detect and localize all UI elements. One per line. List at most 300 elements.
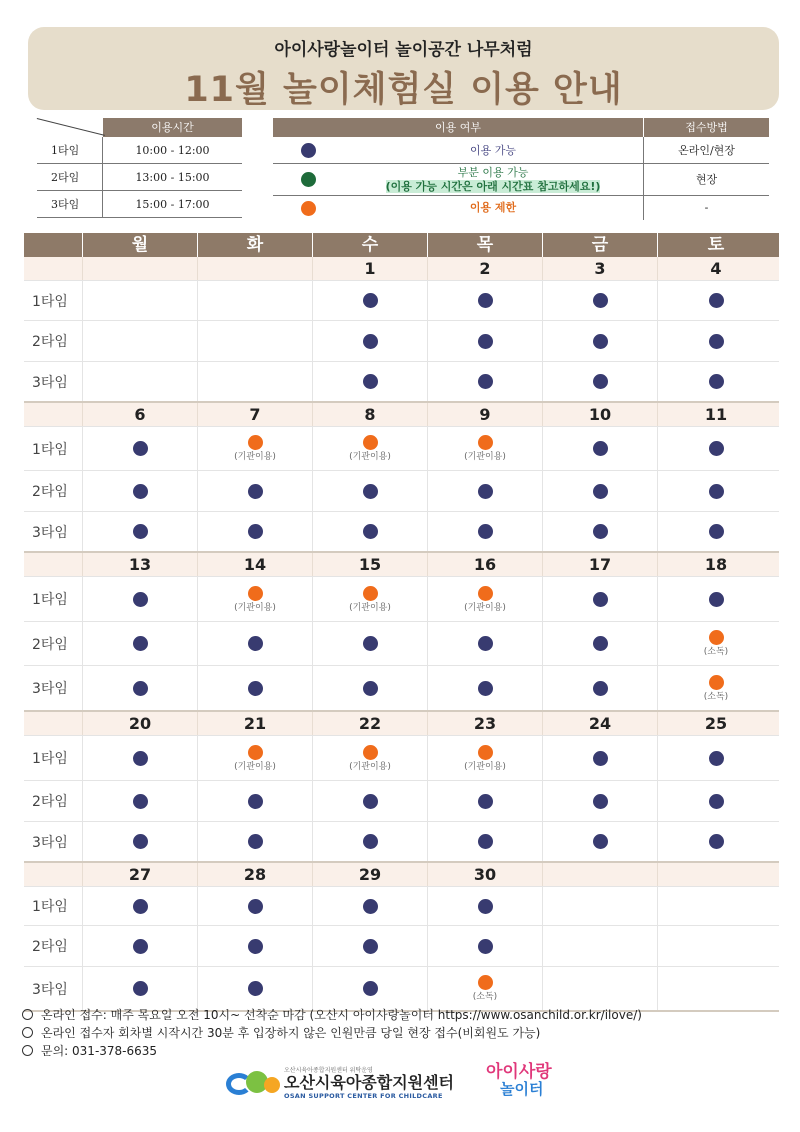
slot-cell[interactable] xyxy=(198,666,313,710)
center-logo-name: 오산시육아종합지원센터 xyxy=(284,1073,455,1092)
calendar xyxy=(24,233,779,1012)
date-row xyxy=(24,712,779,735)
day-header: 월 xyxy=(83,233,198,257)
slot-cell[interactable] xyxy=(658,362,774,401)
slot-cell[interactable] xyxy=(83,512,198,551)
slot-cell[interactable] xyxy=(83,622,198,665)
note-line xyxy=(22,1006,642,1024)
legend-partial-method: 현장 xyxy=(695,173,718,186)
available-dot-icon xyxy=(133,834,148,849)
available-dot-icon xyxy=(363,374,378,389)
date-cell: 4 xyxy=(710,259,722,278)
available-dot-icon xyxy=(709,524,724,539)
restricted-dot-icon xyxy=(248,745,263,760)
slot-cell xyxy=(658,926,774,966)
restricted-dot-icon xyxy=(363,586,378,601)
time-table-header xyxy=(37,118,242,137)
slot-cell[interactable] xyxy=(198,427,313,470)
available-dot-icon xyxy=(478,794,493,809)
slot-cell[interactable] xyxy=(313,622,428,665)
date-cell xyxy=(198,257,313,280)
available-dot-icon xyxy=(709,441,724,456)
slot-cell[interactable] xyxy=(428,577,543,621)
time-table xyxy=(37,118,242,218)
slot-cell[interactable] xyxy=(198,577,313,621)
note-line xyxy=(22,1024,642,1042)
slot-cell[interactable] xyxy=(313,666,428,710)
slot-cell[interactable] xyxy=(543,362,658,401)
calendar-week xyxy=(24,863,779,1012)
slot-cell[interactable] xyxy=(658,666,774,710)
slot-cell[interactable] xyxy=(428,926,543,966)
center-logo-english: OSAN SUPPORT CENTER FOR CHILDCARE xyxy=(284,1092,443,1100)
available-dot-icon xyxy=(593,441,608,456)
session-row-label: 2타임 xyxy=(24,321,83,361)
calendar-week xyxy=(24,403,779,553)
available-dot-icon xyxy=(133,681,148,696)
available-dot-icon xyxy=(478,334,493,349)
session-row-label: 3타임 xyxy=(24,362,83,401)
session-label: 1타임 xyxy=(37,137,103,163)
playground-logo-line1: 아이사랑 xyxy=(486,1062,552,1082)
center-logo-mark-icon xyxy=(226,1069,284,1097)
date-cell: 21 xyxy=(198,712,313,735)
slot-cell[interactable] xyxy=(428,967,543,1010)
date-cell: 22 xyxy=(313,712,428,735)
slot-cell[interactable] xyxy=(198,736,313,780)
slot-cell xyxy=(198,321,313,361)
slot-cell[interactable] xyxy=(313,887,428,925)
date-cell: 20 xyxy=(83,712,198,735)
slot-cell xyxy=(543,926,658,966)
session-row xyxy=(24,621,779,665)
slot-cell[interactable] xyxy=(313,321,428,361)
restricted-dot-icon xyxy=(478,745,493,760)
date-row-blank xyxy=(24,863,83,886)
restricted-dot-icon xyxy=(709,630,724,645)
available-dot-icon xyxy=(709,293,724,308)
available-dot-icon xyxy=(248,899,263,914)
day-header: 화 xyxy=(198,233,313,257)
date-row-blank xyxy=(24,257,83,280)
session-row xyxy=(24,821,779,861)
slot-cell[interactable] xyxy=(543,427,658,470)
session-row-label: 1타임 xyxy=(24,887,83,925)
date-cell: 29 xyxy=(313,863,428,886)
header-banner xyxy=(28,27,779,110)
date-cell: 17 xyxy=(543,553,658,576)
legend-partial-note: (이용 가능 시간은 아래 시간표 참고하세요!) xyxy=(385,180,601,193)
legend-header xyxy=(273,118,769,137)
slot-cell[interactable] xyxy=(83,577,198,621)
available-dot-icon xyxy=(593,636,608,651)
corner-cell xyxy=(37,118,103,137)
slot-cell xyxy=(198,281,313,320)
slot-cell[interactable] xyxy=(428,471,543,511)
available-dot-icon xyxy=(478,636,493,651)
legend-header-method: 접수방법 xyxy=(685,121,728,134)
available-dot-icon xyxy=(248,981,263,996)
available-dot-icon xyxy=(248,681,263,696)
slot-note: (소독) xyxy=(472,992,498,1002)
available-dot-icon xyxy=(363,939,378,954)
slot-cell[interactable] xyxy=(198,512,313,551)
session-row xyxy=(24,511,779,551)
center-logo-text xyxy=(284,1065,454,1100)
available-dot-icon xyxy=(593,834,608,849)
time-row xyxy=(37,164,242,191)
slot-cell[interactable] xyxy=(428,362,543,401)
slot-cell[interactable] xyxy=(313,512,428,551)
date-cell: 2 xyxy=(428,257,543,280)
legend-restricted-method: - xyxy=(704,201,709,214)
slot-cell[interactable] xyxy=(313,362,428,401)
available-dot-icon xyxy=(363,524,378,539)
date-cell: 9 xyxy=(428,403,543,426)
available-dot-icon xyxy=(478,834,493,849)
available-dot-icon xyxy=(593,681,608,696)
legend-table xyxy=(273,118,769,220)
available-dot-icon xyxy=(593,751,608,766)
note-text: 온라인 접수자 회차별 시작시간 30분 후 입장하지 않은 인원만큼 당일 현장 접수(비회원도 가능) xyxy=(41,1026,541,1040)
available-dot-icon xyxy=(593,794,608,809)
available-dot-icon xyxy=(709,592,724,607)
slot-cell[interactable] xyxy=(83,427,198,470)
session-row-label: 2타임 xyxy=(24,781,83,821)
slot-note: (기관이용) xyxy=(349,761,391,772)
legend-restricted-text: 이용 제한 xyxy=(343,196,644,220)
slot-cell[interactable] xyxy=(83,926,198,966)
available-dot-icon xyxy=(478,293,493,308)
available-dot-icon xyxy=(478,899,493,914)
available-dot-icon xyxy=(593,334,608,349)
slot-cell[interactable] xyxy=(313,822,428,861)
center-logo-small: 오산시육아종합지원센터 위탁운영 xyxy=(284,1067,373,1074)
slot-cell[interactable] xyxy=(658,471,774,511)
available-dot-icon xyxy=(363,681,378,696)
date-cell: 16 xyxy=(428,553,543,576)
available-dot-icon xyxy=(363,981,378,996)
slot-cell[interactable] xyxy=(543,321,658,361)
available-dot-icon xyxy=(363,834,378,849)
slot-cell[interactable] xyxy=(428,427,543,470)
session-row-label: 1타임 xyxy=(24,577,83,621)
slot-note: (소독) xyxy=(703,647,729,657)
available-dot-icon xyxy=(709,374,724,389)
date-cell: 15 xyxy=(313,553,428,576)
legend-available-method: 온라인/현장 xyxy=(678,144,735,157)
session-row xyxy=(24,361,779,401)
session-row-label: 3타임 xyxy=(24,666,83,710)
day-header: 수 xyxy=(313,233,428,257)
restricted-dot-icon xyxy=(301,201,316,216)
session-row-label: 1타임 xyxy=(24,736,83,780)
date-row xyxy=(24,863,779,886)
slot-cell[interactable] xyxy=(83,781,198,821)
available-dot-icon xyxy=(133,794,148,809)
date-cell: 1 xyxy=(313,257,428,280)
calendar-week xyxy=(24,257,779,403)
session-row-label: 1타임 xyxy=(24,427,83,470)
slot-cell[interactable] xyxy=(658,822,774,861)
slot-cell[interactable] xyxy=(428,512,543,551)
day-header: 금 xyxy=(543,233,658,257)
session-time: 15:00 - 17:00 xyxy=(135,198,210,211)
legend-dot-cell xyxy=(273,196,343,220)
slot-cell[interactable] xyxy=(658,781,774,821)
available-dot-icon xyxy=(363,636,378,651)
restricted-dot-icon xyxy=(363,435,378,450)
available-dot-icon xyxy=(709,334,724,349)
date-cell: 27 xyxy=(83,863,198,886)
date-cell: 28 xyxy=(198,863,313,886)
slot-cell[interactable] xyxy=(543,281,658,320)
session-row xyxy=(24,735,779,780)
slot-note: (기관이용) xyxy=(464,761,506,772)
date-cell: 3 xyxy=(543,257,658,280)
slot-note: (기관이용) xyxy=(464,602,506,613)
footer-notes xyxy=(22,1006,642,1060)
date-cell: 30 xyxy=(428,863,543,886)
slot-cell[interactable] xyxy=(428,781,543,821)
legend-available-text: 이용 가능 xyxy=(343,137,644,163)
day-header: 토 xyxy=(707,235,725,255)
available-dot-icon xyxy=(593,592,608,607)
legend-row-partial xyxy=(273,164,769,196)
available-dot-icon xyxy=(248,524,263,539)
legend-row-available xyxy=(273,137,769,164)
playground-logo-line2: 놀이터 xyxy=(500,1080,544,1098)
circle-bullet-icon xyxy=(22,1009,33,1020)
calendar-day-header xyxy=(24,233,779,257)
legend-row-restricted xyxy=(273,196,769,220)
slot-cell xyxy=(543,967,658,1010)
available-dot-icon xyxy=(709,834,724,849)
slot-cell[interactable] xyxy=(543,781,658,821)
calendar-week xyxy=(24,553,779,712)
slot-cell[interactable] xyxy=(313,281,428,320)
session-label: 3타임 xyxy=(37,191,103,217)
restricted-dot-icon xyxy=(248,586,263,601)
date-cell xyxy=(658,863,774,886)
date-cell: 24 xyxy=(543,712,658,735)
available-dot-icon xyxy=(248,794,263,809)
available-dot-icon xyxy=(133,484,148,499)
slot-note: (기관이용) xyxy=(464,452,506,462)
slot-cell[interactable] xyxy=(428,666,543,710)
slot-cell[interactable] xyxy=(428,822,543,861)
slot-cell[interactable] xyxy=(428,887,543,925)
circle-bullet-icon xyxy=(22,1045,33,1056)
day-header-blank xyxy=(24,233,83,257)
slot-cell[interactable] xyxy=(83,471,198,511)
available-dot-icon xyxy=(478,524,493,539)
day-header: 목 xyxy=(428,233,543,257)
playground-logo xyxy=(486,1063,586,1101)
legend-partial-cell xyxy=(343,164,644,195)
note-text: 문의: 031-378-6635 xyxy=(41,1044,158,1058)
slot-cell[interactable] xyxy=(198,471,313,511)
slot-cell[interactable] xyxy=(313,926,428,966)
slot-cell[interactable] xyxy=(313,577,428,621)
slot-cell[interactable] xyxy=(198,926,313,966)
session-label: 2타임 xyxy=(37,164,103,190)
restricted-dot-icon xyxy=(478,975,493,990)
session-row xyxy=(24,470,779,511)
slot-cell[interactable] xyxy=(428,622,543,665)
slot-note: (기관이용) xyxy=(234,602,276,613)
slot-cell[interactable] xyxy=(198,967,313,1010)
available-dot-icon xyxy=(593,293,608,308)
slot-cell[interactable] xyxy=(658,321,774,361)
slot-cell[interactable] xyxy=(198,822,313,861)
session-row-label: 2타임 xyxy=(24,622,83,665)
slot-cell xyxy=(543,887,658,925)
time-header-label: 이용시간 xyxy=(103,118,242,137)
available-dot-icon xyxy=(133,899,148,914)
center-logo xyxy=(226,1065,454,1100)
available-dot-icon xyxy=(363,794,378,809)
slot-cell[interactable] xyxy=(658,427,774,470)
available-dot-icon xyxy=(363,899,378,914)
slot-cell[interactable] xyxy=(658,281,774,320)
session-row-label: 3타임 xyxy=(24,512,83,551)
available-dot-icon xyxy=(133,524,148,539)
date-cell: 7 xyxy=(198,403,313,426)
slot-cell[interactable] xyxy=(313,781,428,821)
available-dot-icon xyxy=(709,751,724,766)
slot-cell[interactable] xyxy=(313,967,428,1010)
slot-cell xyxy=(658,967,774,1010)
slot-cell[interactable] xyxy=(198,781,313,821)
slot-cell[interactable] xyxy=(658,512,774,551)
slot-cell[interactable] xyxy=(83,736,198,780)
slot-note: (기관이용) xyxy=(349,602,391,613)
session-row xyxy=(24,780,779,821)
available-dot-icon xyxy=(593,484,608,499)
available-dot-icon xyxy=(709,484,724,499)
date-cell xyxy=(83,257,198,280)
available-dot-icon xyxy=(709,794,724,809)
slot-cell[interactable] xyxy=(428,281,543,320)
session-row xyxy=(24,886,779,925)
available-dot-icon xyxy=(301,143,316,158)
available-dot-icon xyxy=(133,939,148,954)
slot-cell[interactable] xyxy=(198,622,313,665)
available-dot-icon xyxy=(478,939,493,954)
session-row-label: 3타임 xyxy=(24,967,83,1010)
slot-cell[interactable] xyxy=(658,622,774,665)
slot-cell[interactable] xyxy=(543,666,658,710)
date-cell: 8 xyxy=(313,403,428,426)
slot-cell[interactable] xyxy=(313,471,428,511)
restricted-dot-icon xyxy=(709,675,724,690)
slot-cell xyxy=(83,362,198,401)
session-row xyxy=(24,966,779,1010)
available-dot-icon xyxy=(133,441,148,456)
slot-cell[interactable] xyxy=(428,736,543,780)
available-dot-icon xyxy=(248,939,263,954)
date-cell: 10 xyxy=(543,403,658,426)
slot-cell[interactable] xyxy=(658,577,774,621)
session-row-label: 1타임 xyxy=(24,281,83,320)
available-dot-icon xyxy=(248,484,263,499)
slot-cell[interactable] xyxy=(198,887,313,925)
available-dot-icon xyxy=(593,374,608,389)
slot-note: (기관이용) xyxy=(234,452,276,462)
slot-cell[interactable] xyxy=(83,967,198,1010)
legend-header-use: 이용 여부 xyxy=(273,118,644,137)
session-row-label: 2타임 xyxy=(24,471,83,511)
slot-cell[interactable] xyxy=(543,736,658,780)
session-row xyxy=(24,925,779,966)
slot-cell xyxy=(83,321,198,361)
slot-cell[interactable] xyxy=(543,512,658,551)
page-title: 11월 놀이체험실 이용 안내 xyxy=(184,70,623,110)
restricted-dot-icon xyxy=(363,745,378,760)
partial-dot-icon xyxy=(301,172,316,187)
available-dot-icon xyxy=(478,374,493,389)
slot-cell[interactable] xyxy=(658,736,774,780)
slot-cell[interactable] xyxy=(543,471,658,511)
session-row xyxy=(24,665,779,710)
session-row xyxy=(24,426,779,470)
available-dot-icon xyxy=(133,636,148,651)
note-text: 온라인 접수: 매주 목요일 오전 10시~ 선착순 마감 (오산시 아이사랑놀이터 https://www.osanchild.or.kr/ilove/) xyxy=(41,1008,642,1022)
restricted-dot-icon xyxy=(478,435,493,450)
available-dot-icon xyxy=(478,681,493,696)
date-row xyxy=(24,257,779,280)
slot-cell[interactable] xyxy=(428,321,543,361)
available-dot-icon xyxy=(363,484,378,499)
date-row-blank xyxy=(24,712,83,735)
available-dot-icon xyxy=(133,981,148,996)
slot-cell[interactable] xyxy=(313,736,428,780)
slot-cell[interactable] xyxy=(543,577,658,621)
session-time: 13:00 - 15:00 xyxy=(135,171,210,184)
slot-cell[interactable] xyxy=(83,822,198,861)
slot-cell[interactable] xyxy=(543,622,658,665)
date-row xyxy=(24,403,779,426)
slot-note: (소독) xyxy=(703,691,729,702)
restricted-dot-icon xyxy=(248,435,263,450)
date-row-blank xyxy=(24,403,83,426)
date-cell: 11 xyxy=(704,405,728,424)
available-dot-icon xyxy=(363,293,378,308)
slot-note: (기관이용) xyxy=(234,761,276,772)
date-cell: 23 xyxy=(428,712,543,735)
banner-subtitle: 아이사랑놀이터 놀이공간 나무처럼 xyxy=(274,40,533,60)
slot-cell[interactable] xyxy=(83,666,198,710)
date-cell: 18 xyxy=(704,555,728,574)
date-cell: 25 xyxy=(704,714,728,733)
available-dot-icon xyxy=(363,334,378,349)
available-dot-icon xyxy=(133,592,148,607)
slot-cell[interactable] xyxy=(543,822,658,861)
session-row xyxy=(24,576,779,621)
circle-bullet-icon xyxy=(22,1027,33,1038)
slot-cell xyxy=(83,281,198,320)
time-row xyxy=(37,137,242,164)
date-row xyxy=(24,553,779,576)
slot-cell xyxy=(198,362,313,401)
slot-cell[interactable] xyxy=(313,427,428,470)
slot-cell xyxy=(658,887,774,925)
session-row-label: 2타임 xyxy=(24,926,83,966)
legend-dot-cell xyxy=(273,137,343,163)
calendar-week xyxy=(24,712,779,863)
slot-cell[interactable] xyxy=(83,887,198,925)
